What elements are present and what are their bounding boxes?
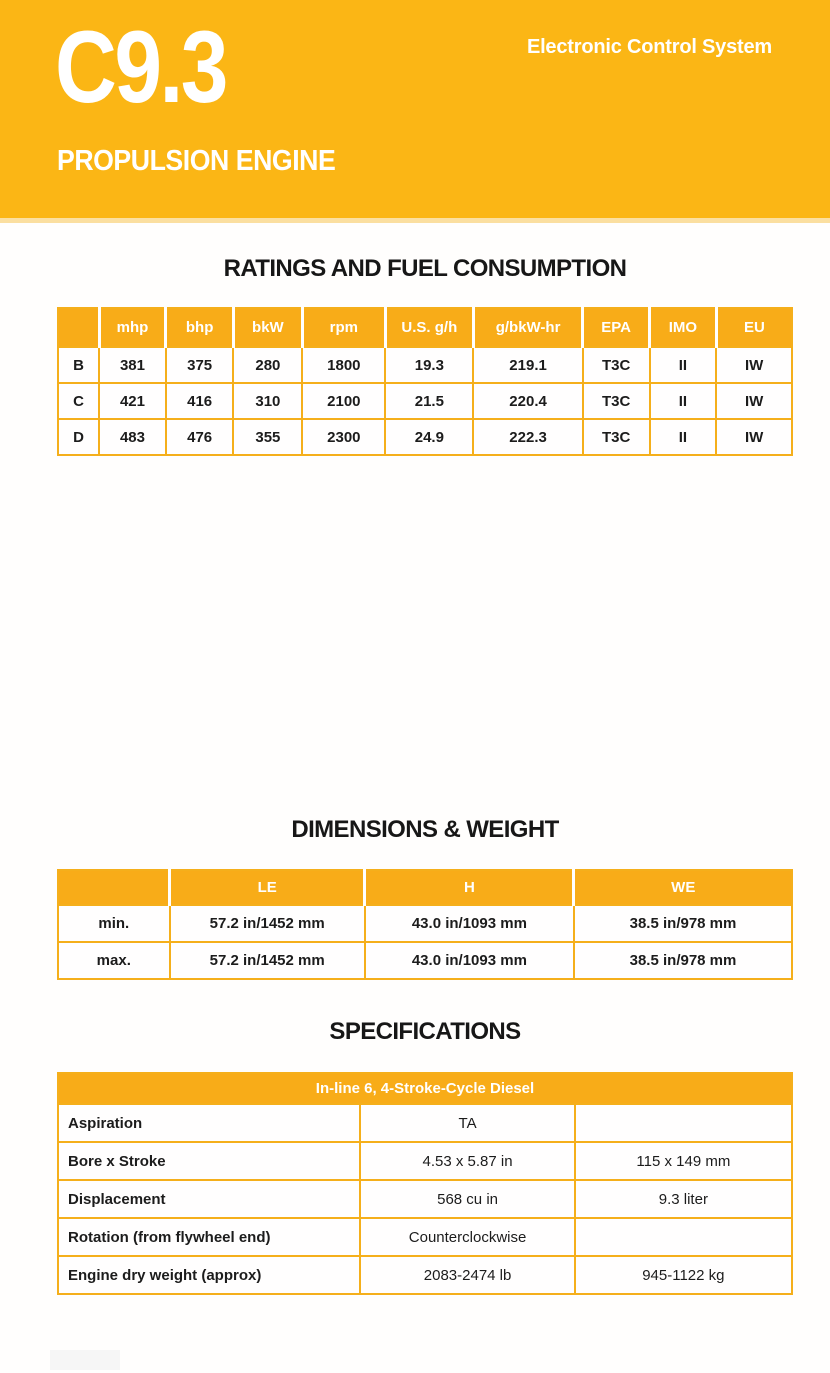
ratings-section-title: RATINGS AND FUEL CONSUMPTION [223,255,627,282]
table-cell: 19.3 [385,347,473,383]
scan-artifact [50,1350,120,1370]
column-header-imo: IMO [650,308,717,347]
ratings-header-row [58,308,792,347]
engine-type-subtitle: PROPULSION ENGINE [57,145,336,177]
table-cell: 2083-2474 lb [360,1256,574,1294]
table-cell: IW [716,347,792,383]
table-cell: 43.0 in/1093 mm [365,905,574,942]
table-cell [575,1218,792,1256]
specifications-table [57,1072,793,1295]
table-row-max [58,942,792,979]
table-cell: 219.1 [473,347,582,383]
spec-label: Rotation (from flywheel end) [58,1218,360,1256]
table-row-bore-stroke [58,1142,792,1180]
column-header-h: H [365,870,574,905]
spec-label: Aspiration [58,1104,360,1142]
table-cell: 38.5 in/978 mm [574,905,792,942]
table-cell: 483 [99,419,166,455]
column-header-bkw: bkW [233,308,302,347]
dimension-row-label: max. [58,942,170,979]
engine-model-title: C9.3 [55,10,226,124]
column-header-eu: EU [716,308,792,347]
spec-label: Displacement [58,1180,360,1218]
table-row-rating-d [58,419,792,455]
dimensions-section-title: DIMENSIONS & WEIGHT [291,816,559,843]
column-header-le: LE [170,870,365,905]
specifications-section-title: SPECIFICATIONS [329,1018,521,1045]
column-header-we: WE [574,870,792,905]
table-cell: II [650,383,717,419]
column-header [58,308,99,347]
table-cell: 381 [99,347,166,383]
table-cell: 355 [233,419,302,455]
table-row-rating-b [58,347,792,383]
table-row-rating-c [58,383,792,419]
column-header-mhp: mhp [99,308,166,347]
table-cell: 9.3 liter [575,1180,792,1218]
table-cell: 24.9 [385,419,473,455]
table-cell: II [650,347,717,383]
table-cell: 21.5 [385,383,473,419]
table-cell: 416 [166,383,234,419]
table-row-rotation [58,1218,792,1256]
dimensions-header-row [58,870,792,905]
rating-row-label: B [58,347,99,383]
table-cell: 476 [166,419,234,455]
table-cell: 568 cu in [360,1180,574,1218]
table-cell: 2300 [302,419,385,455]
table-row-aspiration [58,1104,792,1142]
header-banner [0,0,830,218]
table-cell: IW [716,419,792,455]
table-cell: 2100 [302,383,385,419]
table-cell: 375 [166,347,234,383]
banner-bottom-strip [0,218,830,223]
column-header-bhp: bhp [166,308,234,347]
column-header-rpm: rpm [302,308,385,347]
table-cell: 421 [99,383,166,419]
column-header [58,870,170,905]
dimensions-table [57,869,793,980]
table-cell: 280 [233,347,302,383]
table-cell: T3C [583,383,650,419]
table-cell: 220.4 [473,383,582,419]
dimension-row-label: min. [58,905,170,942]
engine-configuration-header: In-line 6, 4-Stroke-Cycle Diesel [58,1073,792,1104]
column-header-gbkw-hr: g/bkW-hr [473,308,582,347]
table-cell: IW [716,383,792,419]
spec-label: Engine dry weight (approx) [58,1256,360,1294]
table-row-dry-weight [58,1256,792,1294]
table-cell: TA [360,1104,574,1142]
column-header-epa: EPA [583,308,650,347]
table-cell: T3C [583,419,650,455]
table-cell: 222.3 [473,419,582,455]
table-cell: 310 [233,383,302,419]
table-cell: Counterclockwise [360,1218,574,1256]
table-cell: 57.2 in/1452 mm [170,905,365,942]
rating-row-label: D [58,419,99,455]
table-row-min [58,905,792,942]
table-cell: 43.0 in/1093 mm [365,942,574,979]
table-cell [575,1104,792,1142]
table-cell: II [650,419,717,455]
column-header-us-gh: U.S. g/h [385,308,473,347]
table-cell: 1800 [302,347,385,383]
table-row-displacement [58,1180,792,1218]
table-cell: 38.5 in/978 mm [574,942,792,979]
table-cell: 115 x 149 mm [575,1142,792,1180]
table-cell: 4.53 x 5.87 in [360,1142,574,1180]
spec-label: Bore x Stroke [58,1142,360,1180]
table-cell: 57.2 in/1452 mm [170,942,365,979]
control-system-tagline: Electronic Control System [526,36,772,58]
specs-header-row [58,1073,792,1104]
table-cell: T3C [583,347,650,383]
table-cell: 945-1122 kg [575,1256,792,1294]
ratings-table [57,307,793,456]
rating-row-label: C [58,383,99,419]
